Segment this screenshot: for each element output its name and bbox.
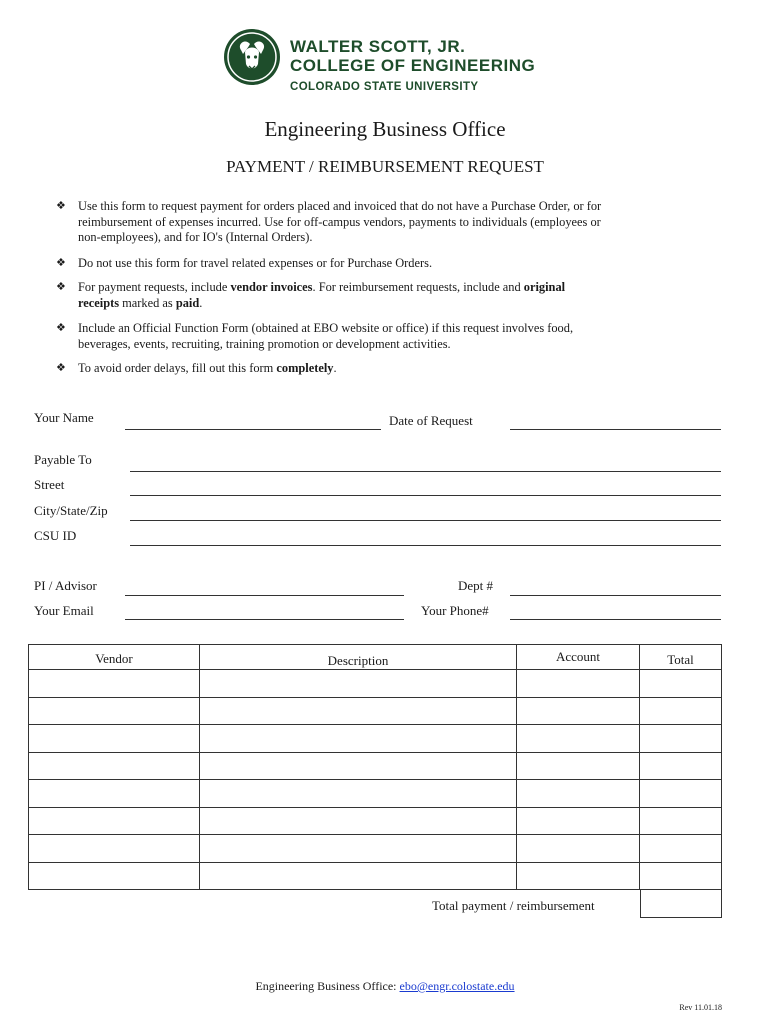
pi-advisor-label: PI / Advisor xyxy=(34,578,97,593)
account-cell[interactable] xyxy=(517,670,640,698)
emphasis-text: original xyxy=(523,280,566,294)
vendor-cell[interactable] xyxy=(29,780,200,808)
account-cell[interactable] xyxy=(517,835,640,863)
total-cell[interactable] xyxy=(640,670,722,698)
description-cell[interactable] xyxy=(200,752,517,780)
your-name-label: Your Name xyxy=(34,410,94,425)
table-row xyxy=(29,752,722,780)
account-cell[interactable] xyxy=(517,807,640,835)
table-row xyxy=(29,780,722,808)
street-label: Street xyxy=(34,477,65,492)
csu-id-field[interactable] xyxy=(130,545,721,546)
payable-to-label: Payable To xyxy=(34,452,92,467)
description-cell[interactable] xyxy=(200,807,517,835)
table-row xyxy=(29,697,722,725)
total-cell[interactable] xyxy=(640,725,722,753)
description-cell[interactable] xyxy=(200,835,517,863)
footer-label: Engineering Business Office: xyxy=(255,979,400,993)
diamond-bullet-icon: ❖ xyxy=(56,256,66,269)
pi-advisor-field[interactable] xyxy=(125,595,404,596)
column-header-vendor: Vendor xyxy=(29,645,200,670)
account-cell[interactable] xyxy=(517,725,640,753)
instruction-text: To avoid order delays, fill out this form xyxy=(78,361,277,375)
vendor-cell[interactable] xyxy=(29,807,200,835)
table-row xyxy=(29,670,722,698)
your-name-field[interactable] xyxy=(125,429,381,430)
instruction-text: Do not use this form for travel related expenses or for Purchase Orders. xyxy=(78,256,433,270)
description-cell[interactable] xyxy=(200,697,517,725)
revision-label: Rev 11.01.18 xyxy=(679,1003,722,1012)
table-row xyxy=(29,807,722,835)
vendor-cell[interactable] xyxy=(29,835,200,863)
csu-ram-logo-icon xyxy=(223,28,281,86)
instruction-text: For payment requests, include xyxy=(78,280,231,294)
account-cell[interactable] xyxy=(517,697,640,725)
vendor-cell[interactable] xyxy=(29,670,200,698)
instruction-text: . xyxy=(199,295,203,310)
vendor-cell[interactable] xyxy=(29,697,200,725)
footer-email-link[interactable]: ebo@engr.colostate.edu xyxy=(399,979,515,993)
instruction-text: Use this form to request payment for orders placed and invoiced that do not have a Purchase Order, or for xyxy=(78,199,602,213)
table-row xyxy=(29,862,722,890)
diamond-bullet-icon: ❖ xyxy=(56,361,66,374)
emphasis-text: paid xyxy=(175,295,200,310)
total-cell[interactable] xyxy=(640,697,722,725)
footer-contact xyxy=(0,979,770,994)
total-cell[interactable] xyxy=(640,862,722,890)
column-header-total: Total xyxy=(640,645,722,670)
description-cell[interactable] xyxy=(200,780,517,808)
table-row xyxy=(29,835,722,863)
emphasis-text: receipts xyxy=(78,295,120,310)
vendor-cell[interactable] xyxy=(29,752,200,780)
column-header-description: Description xyxy=(200,645,517,670)
instruction-text: non-employees), and for IO's (Internal Orders). xyxy=(78,230,313,244)
total-cell[interactable] xyxy=(640,807,722,835)
instruction-text: Include an Official Function Form (obtained at EBO website or office) if this request involves food, xyxy=(78,321,574,335)
office-title: Engineering Business Office xyxy=(264,117,506,141)
vendor-cell[interactable] xyxy=(29,725,200,753)
total-payment-field[interactable] xyxy=(640,889,722,918)
column-header-account: Account xyxy=(517,645,640,670)
description-cell[interactable] xyxy=(200,725,517,753)
emphasis-text: completely xyxy=(276,361,334,375)
line-items-table xyxy=(28,644,722,890)
total-cell[interactable] xyxy=(640,752,722,780)
form-title: PAYMENT / REIMBURSEMENT REQUEST xyxy=(226,157,544,176)
account-cell[interactable] xyxy=(517,752,640,780)
account-cell[interactable] xyxy=(517,862,640,890)
your-phone-field[interactable] xyxy=(510,619,721,620)
date-of-request-field[interactable] xyxy=(510,429,721,430)
diamond-bullet-icon: ❖ xyxy=(56,280,66,293)
instruction-text: beverages, events, recruiting, training promotion or development activities. xyxy=(78,336,451,351)
dept-label: Dept # xyxy=(458,578,494,593)
description-cell[interactable] xyxy=(200,862,517,890)
account-cell[interactable] xyxy=(517,780,640,808)
description-cell[interactable] xyxy=(200,670,517,698)
instruction-text: . xyxy=(333,361,337,375)
total-cell[interactable] xyxy=(640,780,722,808)
vendor-cell[interactable] xyxy=(29,862,200,890)
dept-field[interactable] xyxy=(510,595,721,596)
your-phone-label: Your Phone# xyxy=(421,603,489,618)
instruction-text: . For reimbursement requests, include and xyxy=(312,280,524,294)
table-row xyxy=(29,725,722,753)
csu-id-label: CSU ID xyxy=(34,528,77,543)
city-state-zip-field[interactable] xyxy=(130,520,721,521)
your-email-label: Your Email xyxy=(34,603,94,618)
college-name-line1: WALTER SCOTT, JR. xyxy=(290,37,466,56)
instruction-text: reimbursement of expenses incurred. Use for off-campus vendors, payments to individuals (employees or xyxy=(78,214,601,229)
total-payment-label: Total payment / reimbursement xyxy=(432,898,595,913)
total-cell[interactable] xyxy=(640,835,722,863)
diamond-bullet-icon: ❖ xyxy=(56,199,66,212)
college-name-line2: COLLEGE OF ENGINEERING xyxy=(290,56,536,75)
emphasis-text: vendor invoices xyxy=(230,280,313,294)
instruction-text: marked as xyxy=(119,295,176,310)
city-state-zip-label: City/State/Zip xyxy=(34,503,108,518)
your-email-field[interactable] xyxy=(125,619,404,620)
diamond-bullet-icon: ❖ xyxy=(56,321,66,334)
date-of-request-label: Date of Request xyxy=(389,413,473,428)
payable-to-field[interactable] xyxy=(130,471,721,472)
university-name: COLORADO STATE UNIVERSITY xyxy=(290,81,479,93)
street-field[interactable] xyxy=(130,495,721,496)
